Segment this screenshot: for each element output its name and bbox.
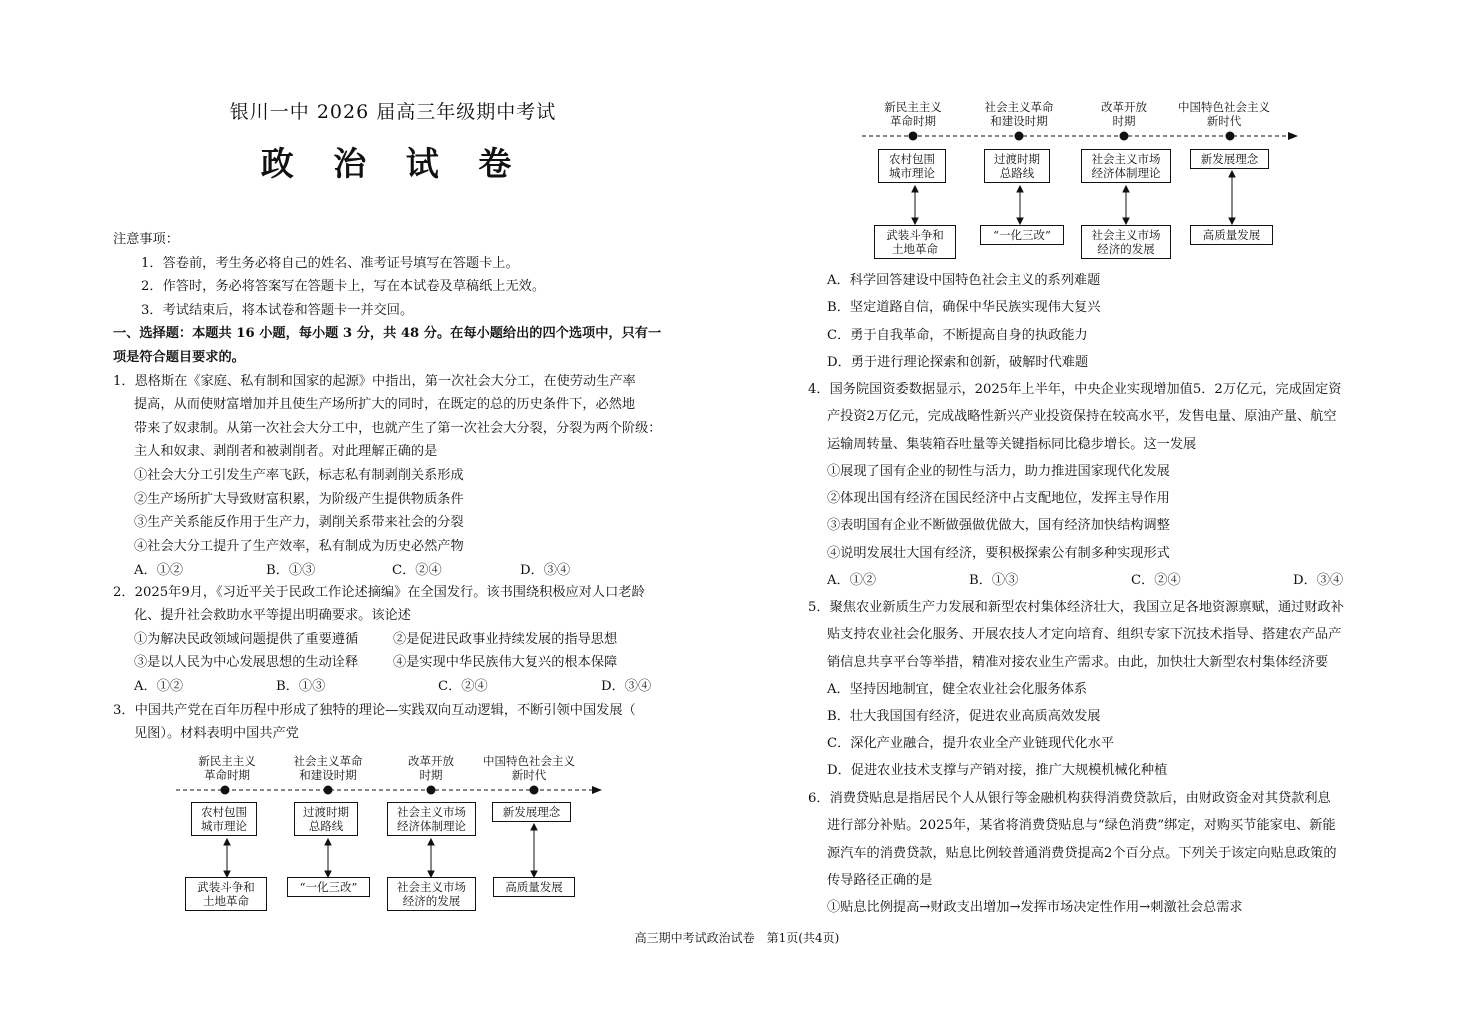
option-b[interactable]: B．坚定道路自信，确保中华民族实现伟大复兴: [827, 300, 1101, 315]
period-label: 新民主主义 革命时期: [884, 100, 942, 128]
q2-statement: ③是以人民为中心发展思想的生动诠释: [134, 655, 359, 670]
timeline-node: [221, 786, 230, 795]
q6-stem: 源汽车的消费贷款，贴息比例较普通消费贷提高2个百分点。下列关于该定向贴息政策的: [827, 846, 1337, 861]
q4-statement: ①展现了国有企业的韧性与活力，助力推进国家现代化发展: [827, 464, 1170, 479]
timeline-node: [1226, 132, 1235, 141]
arrow-down: [1229, 218, 1235, 224]
q2-statement: ②是促进民政事业持续发展的指导思想: [393, 632, 618, 647]
q6-statement: ①贴息比例提高→财政支出增加→发挥市场决定性作用→刺激社会总需求: [827, 900, 1243, 915]
arrow-up: [428, 839, 434, 845]
q1-stem: 1．恩格斯在《家庭、私有制和国家的起源》中指出，第一次社会大分工，在使劳动生产率: [113, 374, 636, 389]
option-d[interactable]: D．③④: [601, 679, 652, 694]
practice-box: 武装斗争和 土地革命: [874, 225, 956, 259]
period-label: 改革开放 时期: [1101, 100, 1147, 128]
q1-stem: 带来了奴隶制。从第一次社会大分工中，也就产生了第一次社会大分裂，分裂为两个阶级：: [134, 421, 662, 436]
theory-box: 过渡时期 总路线: [294, 802, 358, 836]
theory-box: 社会主义市场 经济体制理论: [387, 802, 476, 836]
section-heading: 一、选择题：本题共 16 小题，每小题 3 分，共 48 分。在每小题给出的四个选项中，只有一: [113, 326, 662, 341]
q4-statement: ③表明国有企业不断做强做优做大，国有经济加快结构调整: [827, 518, 1170, 533]
arrow-down: [1017, 218, 1023, 224]
arrow-up: [325, 839, 331, 845]
arrow-up: [531, 824, 537, 830]
option-a[interactable]: A．①②: [827, 573, 877, 588]
arrow-down: [1123, 218, 1129, 224]
q1-statement: ①社会大分工引发生产率飞跃，标志私有制剥削关系形成: [134, 468, 464, 483]
page-footer: 高三期中考试政治试卷 第1页(共4页): [634, 931, 840, 945]
q4-stem: 产投资2万亿元，完成战略性新兴产业投资保持在较高水平，发售电量、原油产量、航空: [827, 409, 1337, 424]
arrow-up: [1017, 186, 1023, 192]
option-a[interactable]: A．科学回答建设中国特色社会主义的系列难题: [827, 273, 1101, 288]
theory-box: 社会主义市场 经济体制理论: [1081, 149, 1171, 183]
practice-box: 社会主义市场 经济的发展: [387, 877, 476, 911]
exam-title: 银川一中 2026 届高三年级期中考试: [229, 101, 557, 123]
note-item: 1．答卷前，考生务必将自己的姓名、准考证号填写在答题卡上。: [141, 256, 519, 271]
q3-stem: 3．中国共产党在百年历程中形成了独特的理论—实践双向互动逻辑，不断引领中国发展（: [113, 703, 636, 718]
q4-statement: ②体现出国有经济在国民经济中占支配地位，发挥主导作用: [827, 491, 1170, 506]
timeline-arrowhead: [1288, 132, 1298, 140]
option-a[interactable]: A．坚持因地制宜，健全农业社会化服务体系: [827, 682, 1088, 697]
q2-statement: ①为解决民政领域问题提供了重要遵循: [134, 632, 359, 647]
option-b[interactable]: B．壮大我国国有经济，促进农业高质高效发展: [827, 709, 1101, 724]
q4-stem: 运输周转量、集装箱吞吐量等关键指标同比稳步增长。这一发展: [827, 437, 1197, 452]
option-c[interactable]: C．深化产业融合，提升农业全产业链现代化水平: [827, 736, 1115, 751]
q6-stem: 传导路径正确的是: [827, 873, 933, 888]
period-label: 中国特色社会主义 新时代: [1178, 100, 1270, 128]
practice-box: 高质量发展: [493, 877, 575, 897]
period-label: 社会主义革命 和建设时期: [984, 100, 1054, 128]
note-item: 3．考试结束后，将本试卷和答题卡一并交回。: [141, 303, 414, 318]
q3-stem: 见图）。材料表明中国共产党: [134, 726, 299, 741]
arrow-up: [1123, 186, 1129, 192]
q1-statement: ②生产场所扩大导致财富积累，为阶级产生提供物质条件: [134, 492, 464, 507]
option-c[interactable]: C．②④: [392, 563, 442, 578]
theory-box: 过渡时期 总路线: [984, 149, 1050, 183]
timeline-node: [909, 132, 918, 141]
option-b[interactable]: B．①③: [969, 573, 1019, 588]
timeline-node: [324, 786, 333, 795]
timeline-node: [1120, 132, 1129, 141]
option-d[interactable]: D．促进农业技术支撑与产销对接，推广大规模机械化种植: [827, 763, 1168, 778]
q2-stem: 2．2025年9月，《习近平关于民政工作论述摘编》在全国发行。该书围绕积极应对人口老龄: [113, 585, 645, 600]
arrow-up: [912, 186, 918, 192]
practice-box: “一化三改”: [980, 225, 1064, 245]
period-label: 社会主义革命 和建设时期: [293, 754, 363, 782]
note-item: 2．作答时，务必将答案写在答题卡上，写在本试卷及草稿纸上无效。: [141, 279, 546, 294]
practice-box: 社会主义市场 经济的发展: [1081, 225, 1171, 259]
timeline-node: [1015, 132, 1024, 141]
period-label: 新民主主义 革命时期: [198, 754, 256, 782]
q6-stem: 6．消费贷贴息是指居民个人从银行等金融机构获得消费贷款后，由财政资金对其贷款利息: [808, 791, 1331, 806]
option-b[interactable]: B．①③: [276, 679, 326, 694]
arrow-up: [224, 839, 230, 845]
option-d[interactable]: D．③④: [520, 563, 571, 578]
practice-box: “一化三改”: [287, 877, 370, 897]
period-label: 中国特色社会主义 新时代: [483, 754, 575, 782]
q1-statement: ③生产关系能反作用于生产力，剥削关系带来社会的分裂: [134, 515, 464, 530]
q5-stem: 销信息共享平台等举措，精准对接农业生产需求。由此，加快壮大新型农村集体经济要: [827, 655, 1329, 670]
option-a[interactable]: A．①②: [134, 679, 184, 694]
practice-box: 高质量发展: [1190, 225, 1273, 245]
arrow-down: [912, 218, 918, 224]
q6-stem: 进行部分补贴。2025年，某省将消费贷贴息与“绿色消费”绑定，对购买节能家电、新能: [827, 818, 1336, 833]
section-heading-cont: 项是符合题目要求的。: [113, 350, 245, 365]
option-c[interactable]: C．②④: [438, 679, 488, 694]
notes-heading: 注意事项：: [113, 232, 179, 247]
q1-stem: 提高，从而使财富增加并且使生产场所扩大的同时，在既定的总的历史条件下，必然地: [134, 397, 636, 412]
q4-stem: 4．国务院国资委数据显示，2025年上半年，中央企业实现增加值5．2万亿元，完成固定资: [808, 382, 1342, 397]
q5-stem: 5．聚焦农业新质生产力发展和新型农村集体经济壮大，我国立足各地资源禀赋，通过财政补: [808, 600, 1344, 615]
q1-options: [134, 562, 694, 580]
q5-stem: 贴支持农业社会化服务、开展农技人才定向培育、组织专家下沉技术指导、搭建农产品产: [827, 627, 1342, 642]
q2-options: [134, 678, 694, 696]
theory-box: 农村包围 城市理论: [191, 802, 257, 836]
option-d[interactable]: D．③④: [1293, 573, 1344, 588]
option-c[interactable]: C．②④: [1131, 573, 1181, 588]
q4-statement: ④说明发展壮大国有经济，要积极探索公有制多种实现形式: [827, 546, 1170, 561]
q4-options: [827, 572, 1387, 590]
option-a[interactable]: A．①②: [134, 563, 184, 578]
q2-statements: [134, 654, 694, 672]
q1-stem: 主人和奴隶、剥削者和被剥削者。对此理解正确的是: [134, 444, 438, 459]
period-label: 改革开放 时期: [408, 754, 454, 782]
theory-practice-diagram: [858, 98, 1298, 268]
timeline-arrowhead: [592, 786, 602, 794]
theory-box: 新发展理念: [1190, 149, 1269, 169]
timeline-node: [427, 786, 436, 795]
q1-statement: ④社会大分工提升了生产效率，私有制成为历史必然产物: [134, 539, 464, 554]
subject-title: 政 治 试 卷: [260, 144, 526, 183]
option-b[interactable]: B．①③: [266, 563, 316, 578]
arrow-up: [1229, 171, 1235, 177]
practice-box: 武装斗争和 土地革命: [185, 877, 267, 911]
timeline-node: [530, 786, 539, 795]
theory-box: 农村包围 城市理论: [878, 149, 946, 183]
theory-practice-diagram: [172, 752, 612, 922]
theory-box: 新发展理念: [492, 802, 571, 822]
option-d[interactable]: D．勇于进行理论探索和创新，破解时代难题: [827, 355, 1089, 370]
q2-stem: 化、提升社会救助水平等提出明确要求。该论述: [134, 608, 411, 623]
q2-statements: [134, 631, 694, 649]
option-c[interactable]: C．勇于自我革命，不断提高自身的执政能力: [827, 328, 1088, 343]
q2-statement: ④是实现中华民族伟大复兴的根本保障: [393, 655, 618, 670]
